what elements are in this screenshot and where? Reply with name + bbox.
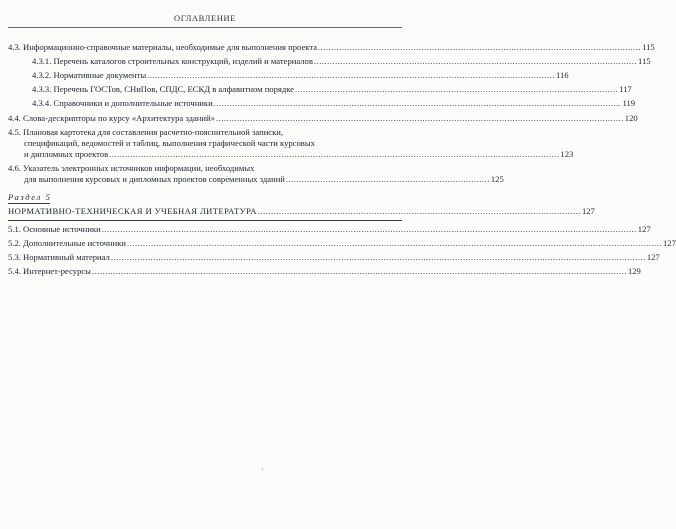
toc-entry-label: 5.2. Дополнительные источники — [8, 238, 127, 248]
header-rule — [8, 27, 402, 28]
toc-page-number: 127 — [581, 206, 595, 216]
part-title — [8, 206, 595, 216]
leader-dots: ............................................................................. — [285, 174, 490, 184]
paper-speck — [262, 468, 263, 470]
toc-entry-4-3-4 — [32, 98, 636, 108]
part-label-underline — [8, 203, 50, 204]
toc-entry-4-6-line1: 4.6. Указатель электронных источников информации, необходимых — [8, 163, 255, 173]
toc-entry-label: для выполнения курсовых и дипломных проектов современных зданий — [24, 174, 285, 184]
toc-entry-label: и дипломных проектов — [24, 149, 109, 159]
part-title-label: НОРМАТИВНО-ТЕХНИЧЕСКАЯ И УЧЕБНАЯ ЛИТЕРАТУРА — [8, 206, 257, 216]
toc-entry-5-2 — [8, 238, 676, 248]
toc-page-number: 125 — [490, 174, 504, 184]
leader-dots: .......................................................................................................................................................... — [215, 113, 624, 123]
toc-entry-label: 4.3.2. Нормативные документы — [32, 70, 147, 80]
toc-entry-label: 5.1. Основные источники — [8, 224, 101, 234]
toc-page-number: 129 — [627, 266, 641, 276]
toc-page-number: 119 — [622, 98, 636, 108]
toc-entry-label: 4.3.4. Справочники и дополнительные источники — [32, 98, 213, 108]
part-title-underline — [8, 220, 402, 221]
toc-entry-5-3 — [8, 252, 660, 262]
leader-dots: .......................................................................................................................................................... — [213, 98, 622, 108]
toc-entry-4-5-line1: 4.5. Плановая картотека для составления расчетно-пояснительной записки, — [8, 127, 284, 137]
toc-page-number: 120 — [624, 113, 638, 123]
toc-entry-label: 4.3.1. Перечень каталогов строительных конструкций, изделий и материалов — [32, 56, 313, 66]
toc-entry-4-3-2 — [32, 70, 569, 80]
toc-entry-label: 5.4. Интернет-ресурсы — [8, 266, 91, 276]
part-label: Раздел 5 — [8, 192, 52, 202]
toc-entry-4-5-line2: спецификаций, ведомостей и таблиц, выполнения графической части курсовых — [24, 138, 315, 148]
toc-entry-4-6 — [24, 174, 504, 184]
toc-entry-4-3 — [8, 42, 655, 52]
toc-entry-label: 4.4. Слова-дескрипторы по курсу «Архитектура зданий» — [8, 113, 215, 123]
page-header: ОГЛАВЛЕНИЕ — [173, 13, 237, 23]
leader-dots: .......................................................................................................................................................................................................... — [101, 224, 637, 234]
toc-entry-4-3-1 — [32, 56, 651, 66]
toc-entry-label: 4.3. Информационно-справочные материалы, необходимые для выполнения проекта — [8, 42, 318, 52]
leader-dots: .......................................................................................................................... — [313, 56, 637, 66]
toc-entry-5-1 — [8, 224, 651, 234]
toc-entry-5-4 — [8, 266, 641, 276]
toc-page-number: 115 — [642, 42, 655, 52]
leader-dots: .......................................................................................................................... — [318, 42, 642, 52]
toc-page-number: 127 — [637, 224, 651, 234]
leader-dots: .......................................................................................................................................................................................................... — [110, 252, 646, 262]
toc-page-number: 116 — [556, 70, 569, 80]
leader-dots: .......................................................................................................................... — [257, 206, 581, 216]
leader-dots: .......................................................................................................................................................... — [147, 70, 556, 80]
leader-dots: .......................................................................................................................................................................................................... — [127, 238, 662, 248]
toc-page-number: 127 — [646, 252, 660, 262]
toc-entry-4-4 — [8, 113, 638, 123]
toc-entry-label: 5.3. Нормативный материал — [8, 252, 110, 262]
toc-page-number: 115 — [638, 56, 651, 66]
toc-page-number: 127 — [663, 238, 676, 248]
toc-entry-label: 4.3.3. Перечень ГОСТов, СНиПов, СПДС, ЕСКД в алфавитном порядке — [32, 84, 294, 94]
leader-dots: .......................................................................................................................................................................... — [109, 149, 560, 159]
toc-entry-4-5 — [24, 149, 574, 159]
leader-dots: .......................................................................................................................................................................................................... — [91, 266, 627, 276]
toc-entry-4-3-3 — [32, 84, 632, 94]
toc-page-number: 117 — [619, 84, 632, 94]
leader-dots: .......................................................................................................................... — [295, 84, 619, 94]
toc-page-number: 123 — [560, 149, 574, 159]
